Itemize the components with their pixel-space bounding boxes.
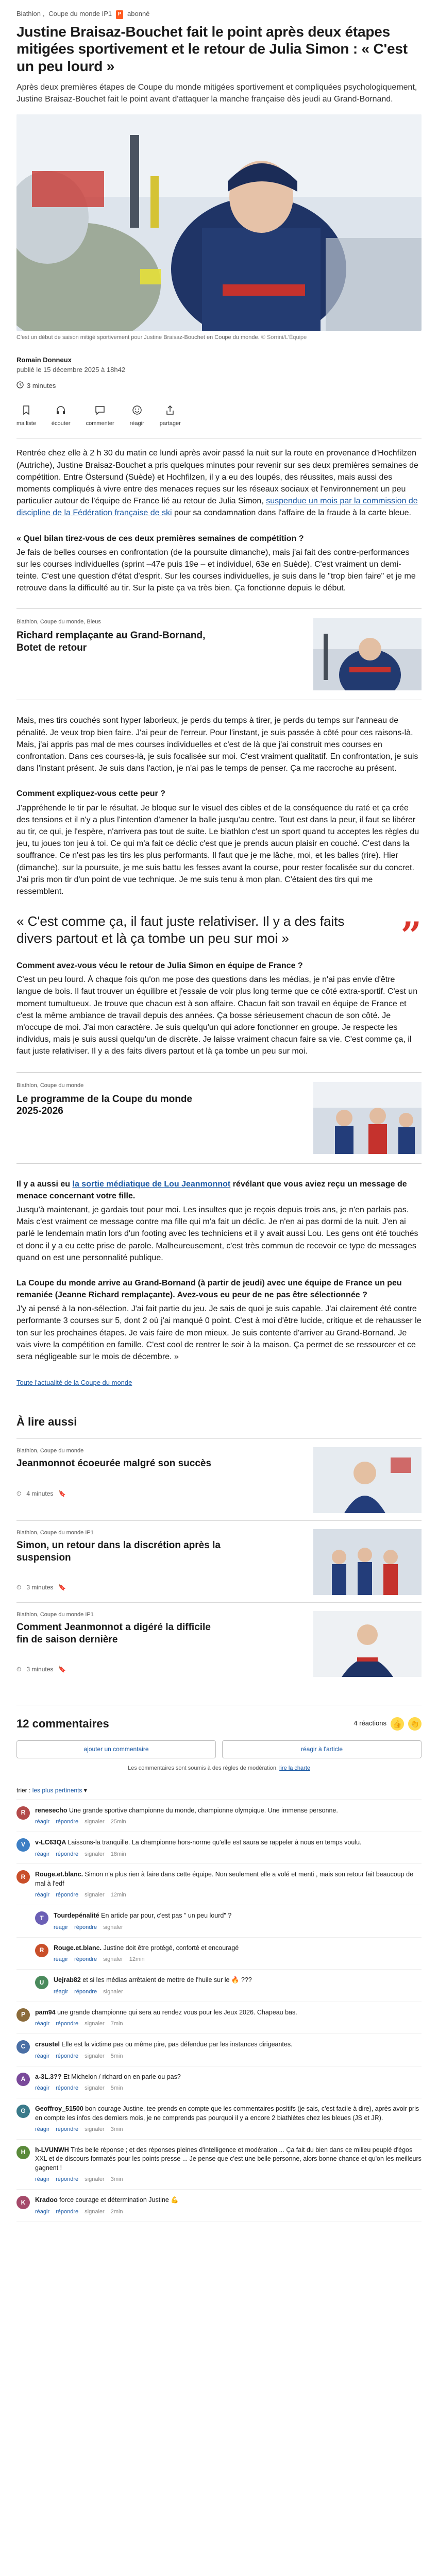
comment-body	[54, 1911, 231, 1931]
comment-button[interactable]	[86, 404, 114, 428]
paragraph-2: Mais, mes tirs couchés sont hyper laborieux, je perds du temps à tirer, je perds du temps sur l'anneau de pénalité. Je veux trop bien faire. J'ai peur de l'erreur. Pour l'instant, je suis passée à côté pour ces raisons-là. Mais, j'ai appris pas mal de mes courses individuelles et c'est de là que j'ai construit mes courses en confrontation. Dans ces courses-là, je suis focalisée sur moi. C'est vraiment qualitatif. En confrontation, je suis dans l'instant présent. Je suis dans l'action, je n'ai pas le temps de penser. Ça me raccroche au présent.	[16, 716, 418, 773]
smiley-icon	[131, 404, 143, 416]
comment-react-button[interactable]: réagir	[35, 2208, 50, 2215]
clock-icon: ⏱	[16, 1584, 22, 1591]
comment-author[interactable]: Uejrab82	[54, 1976, 83, 1984]
avatar[interactable]: R	[16, 1870, 30, 1884]
thumbnail-illustration	[313, 1611, 422, 1677]
question-5: La Coupe du monde arrive au Grand-Bornand (à partir de jeudi) avec une équipe de France un peu remaniée (Jeanne Richard remplaçante). Avez-vous eu peur de ne pas être sélectionnée ?	[16, 1278, 402, 1300]
comment-time: 12min	[110, 1892, 126, 1899]
comment-reply-button[interactable]: répondre	[56, 2085, 79, 2092]
comment-report-button[interactable]: signaler	[85, 2021, 105, 2027]
comment-body	[35, 2105, 422, 2134]
read-also-meta: Biathlon, Coupe du monde	[16, 1447, 84, 1454]
avatar[interactable]: H	[16, 2146, 30, 2159]
comment-text	[54, 1976, 252, 1985]
read-also-time-label: 4 minutes	[26, 1489, 54, 1497]
comment-item	[16, 2098, 422, 2140]
avatar[interactable]: K	[16, 2196, 30, 2209]
comment-react-button[interactable]: réagir	[35, 2053, 50, 2059]
related-card-meta: Biathlon, Coupe du monde, Bleus	[16, 619, 101, 625]
comment-time: 7min	[110, 2021, 123, 2027]
comment-text	[35, 1806, 338, 1816]
share-button[interactable]	[160, 404, 181, 428]
headphones-icon	[55, 404, 66, 416]
comment-label: commenter	[86, 420, 114, 427]
comment-react-button[interactable]: réagir	[35, 2021, 50, 2027]
comment-item	[16, 2140, 422, 2190]
related-card-2-meta: Biathlon, Coupe du monde	[16, 1082, 84, 1089]
comment-footer	[35, 2084, 181, 2093]
comment-author[interactable]: crsustel	[35, 2041, 62, 2048]
comment-author[interactable]: h-LVUNWH	[35, 2146, 71, 2154]
comment-text	[35, 2040, 293, 2049]
pull-quote-text: « C'est comme ça, il faut juste relativiser. Il y a des faits divers partout et là ça tombe un peu sur moi »	[16, 913, 345, 946]
comment-footer	[35, 1851, 362, 1859]
read-also-section	[16, 1414, 422, 1684]
comment-time: 3min	[110, 2126, 123, 2132]
comment-footer	[35, 2053, 293, 2061]
answer-5: J'y ai pensé à la non-sélection. J'ai fait partie du jeu. Je sais de quoi je suis capable. J'ai clairement été contre performante 3 courses sur 5, dont 2 où j'ai manqué 0 point. C'est à moi d'être lucide, critique et de rehausser le ton sur les prochaines étapes. Je vais faire de mon mieux. Je suis contente d'arriver au Grand-Bornand. Je vais vivre la compétition en famille. C'est cool de rentrer le soir à la maison. Ça permet de se ressourcer et ce sera négligeable sur le mois de décembre. »	[16, 1304, 422, 1362]
thumbnail-illustration	[313, 1447, 422, 1513]
comment-time: 5min	[110, 2053, 123, 2059]
avatar[interactable]: U	[35, 1976, 48, 1989]
comment-footer	[35, 1891, 422, 1900]
comment-author[interactable]: a-3L.3??	[35, 2073, 63, 2080]
read-also-heading: À lire aussi	[16, 1415, 77, 1429]
comment-time: 2min	[110, 2208, 123, 2215]
comment-body	[35, 2146, 422, 2184]
comment-reply-button[interactable]: répondre	[56, 1819, 79, 1825]
comment-report-button[interactable]: signaler	[85, 2176, 105, 2183]
read-also-meta: Biathlon, Coupe du monde IP1	[16, 1611, 94, 1618]
read-also-thumbnail[interactable]	[313, 1529, 422, 1595]
read-time	[16, 381, 422, 392]
comment-reply-button[interactable]: répondre	[56, 2126, 79, 2132]
chevron-down-icon: ▾	[83, 1787, 87, 1794]
listen-button[interactable]	[52, 404, 71, 428]
comment-body	[35, 2008, 297, 2028]
comment-text	[35, 2196, 179, 2205]
comments-count: 12 commentaires	[16, 1717, 109, 1730]
read-also-item[interactable]	[16, 1520, 422, 1602]
comment-react-button[interactable]: réagir	[35, 1892, 50, 1899]
read-also-time-label: 3 minutes	[26, 1666, 54, 1673]
react-label: réagir	[129, 420, 144, 427]
bookmark-icon[interactable]: 🔖	[58, 1666, 66, 1673]
hero-credit: © Sorrini/L'Équipe	[261, 334, 307, 341]
comment-report-button[interactable]: signaler	[85, 1819, 105, 1825]
comment-author[interactable]: v-LC63QA	[35, 1839, 68, 1846]
comment-reply-button[interactable]: répondre	[74, 1924, 97, 1930]
read-also-meta: Biathlon, Coupe du monde IP1	[16, 1529, 94, 1536]
comment-content: Elle est la victime pas ou même pire, pas défendue par les instances dirigeantes.	[61, 2041, 293, 2048]
hero-image[interactable]	[16, 114, 422, 331]
read-also-time	[16, 1583, 223, 1592]
comment-author[interactable]: Rouge.et.blanc.	[35, 1871, 85, 1878]
comment-time: 25min	[110, 1819, 126, 1825]
question-1: « Quel bilan tirez-vous de ces deux premières semaines de compétition ?	[16, 534, 304, 543]
comment-time: 12min	[129, 1956, 145, 1963]
read-time-label: 3 minutes	[27, 382, 56, 390]
comment-report-button[interactable]: signaler	[85, 2085, 105, 2092]
thumbnail-illustration-2	[313, 1082, 422, 1154]
comment-report-button[interactable]: signaler	[85, 2126, 105, 2132]
comment-text	[35, 2146, 422, 2173]
comment-reply	[16, 1970, 422, 2002]
comment-footer	[35, 2208, 179, 2216]
comment-author[interactable]: pam94	[35, 2008, 58, 2016]
comment-report-button[interactable]: signaler	[85, 1892, 105, 1899]
related-card-2-thumbnail[interactable]	[313, 1082, 422, 1154]
comment-content: une grande championne qui sera au rendez vous pour les Jeux 2026. Chapeau bas.	[57, 2008, 297, 2016]
related-card-title[interactable]: Richard remplaçante au Grand-Bornand, Botet de retour	[16, 630, 206, 654]
paragraph-intro-text: Rentrée chez elle à 2 h 30 du matin ce lundi après avoir passé la nuit sur la route en provenance d'Hochfilzen (Autriche), Justine Braisaz-Bouchet a pris quelques minutes pour revenir sur ses deux premières semaines de compétition. Entre Östersund (Suède) et Hochfilzen, il y a eu des loupés, des réussites, mais aussi des moments compliqués à vivre entre des menaces reçues sur les réseaux sociaux et l'environnement un peu particulier autour de l'équipe de France lié au retour de Julia Simon,	[16, 449, 418, 506]
listen-label: écouter	[51, 420, 71, 427]
related-card-thumbnail[interactable]	[313, 618, 422, 690]
pull-quote	[16, 913, 422, 957]
comment-react-button[interactable]: réagir	[35, 1819, 50, 1825]
question-2: Comment expliquez-vous cette peur ?	[16, 789, 165, 799]
comment-text	[35, 2105, 422, 2123]
comment-react-button[interactable]: réagir	[54, 1988, 69, 1995]
link-suspension[interactable]: suspendue un mois par la commission de discipline de la Fédération française de ski	[16, 497, 418, 518]
related-article-card[interactable]	[16, 608, 422, 700]
avatar[interactable]: T	[35, 1911, 48, 1925]
comment-footer	[35, 2126, 422, 2134]
article-title: Justine Braisaz-Bouchet fait le point après deux étapes mitigées sportivement et le retour de Julia Simon : « C'est un peu lourd »	[16, 23, 408, 75]
comment-text	[35, 2073, 181, 2082]
link-lou-jeanmonnot[interactable]: la sortie médiatique de Lou Jeanmonnot	[72, 1179, 231, 1189]
premium-badge: P	[116, 10, 124, 19]
comment-item	[16, 1800, 422, 1832]
comment-time: 3min	[110, 2176, 123, 2183]
bookmark-icon[interactable]: 🔖	[58, 1489, 66, 1497]
comment-report-button[interactable]: signaler	[85, 2208, 105, 2215]
comment-reply-button[interactable]: répondre	[56, 2021, 79, 2027]
paragraph-intro-end: pour sa condamnation dans l'affaire de la fraude à la carte bleue.	[174, 509, 411, 518]
hero-caption	[16, 334, 422, 342]
clap-icon: 👏	[408, 1717, 422, 1731]
read-also-item[interactable]	[16, 1602, 422, 1684]
comment-footer	[35, 1818, 338, 1826]
article-actions	[16, 404, 422, 439]
comment-content: Simon n'a plus rien à faire dans cette équipe. Non seulement elle a volé et menti , mais son retour fait beaucoup de mal à l'edf	[35, 1871, 414, 1887]
article-body	[16, 447, 422, 1388]
comment-reply-button[interactable]: répondre	[74, 1988, 97, 1995]
comment-buttons	[16, 1740, 422, 1758]
comment-react-button[interactable]: réagir	[35, 2176, 50, 2183]
comment-report-button[interactable]: signaler	[103, 1924, 123, 1930]
clock-icon	[16, 381, 24, 392]
share-icon	[164, 404, 176, 416]
comment-author[interactable]: Kradoo	[35, 2196, 60, 2204]
bookmark-icon[interactable]: 🔖	[58, 1584, 66, 1591]
comment-body	[35, 2196, 179, 2216]
read-also-item[interactable]	[16, 1438, 422, 1520]
clock-icon: ⏱	[16, 1489, 22, 1497]
reactions-count: 4 réactions	[353, 1719, 386, 1727]
charter-link[interactable]: lire la charte	[279, 1765, 311, 1772]
read-also-title[interactable]: Comment Jeanmonnot a digéré la difficile fin de saison dernière	[16, 1621, 211, 1645]
comment-content: En article par pour, c'est pas " un peu lourd" ?	[101, 1912, 232, 1920]
add-comment-button[interactable]: ajouter un commentaire	[16, 1740, 216, 1758]
comment-body	[35, 2073, 181, 2093]
comment-reply-button[interactable]: répondre	[56, 1892, 79, 1899]
comment-body	[35, 1870, 422, 1900]
thumbs-up-icon: 👍	[391, 1717, 404, 1731]
comment-item	[16, 2034, 422, 2066]
moderation-text: Les commentaires sont soumis à des règles de modération.	[127, 1765, 278, 1772]
comment-content: bon courage Justine, tee prends en compte que les commentaires positifs (je sais, c'est facile à dire), après avoir pris en compte les infos des derniers mois, je ne comprends pas pourquoi il y a encore 2 biathlètes chez les bleues (JS et JR).	[35, 2105, 419, 2122]
comment-text	[35, 1870, 422, 1888]
comment-body	[54, 1976, 252, 1996]
comment-react-button[interactable]: réagir	[54, 1956, 69, 1963]
follow-link[interactable]: Toute l'actualité de la Coupe du monde	[16, 1379, 132, 1387]
comment-icon	[94, 404, 106, 416]
comment-reply-button[interactable]: répondre	[56, 2053, 79, 2059]
sort-value[interactable]: les plus pertinents	[32, 1787, 82, 1794]
avatar[interactable]: C	[16, 2040, 30, 2054]
avatar[interactable]: A	[16, 2073, 30, 2086]
question-3: Comment avez-vous vécu le retour de Julia Simon en équipe de France ?	[16, 961, 303, 971]
bookmark-label: ma liste	[16, 420, 36, 427]
comment-report-button[interactable]: signaler	[103, 1956, 123, 1963]
comment-footer	[35, 2020, 297, 2028]
comment-report-button[interactable]: signaler	[103, 1988, 123, 1995]
related-card-2-title[interactable]: Le programme de la Coupe du monde 2025-2026	[16, 1093, 192, 1117]
clock-icon: ⏱	[16, 1666, 22, 1673]
hero-caption-text: C'est un début de saison mitigé sportivement pour Justine Braisaz-Bouchet en Coupe du monde.	[16, 334, 260, 341]
comment-text	[54, 1911, 231, 1921]
author-name[interactable]: Romain Donneux	[16, 355, 72, 364]
read-also-time-label: 3 minutes	[26, 1584, 54, 1591]
comment-report-button[interactable]: signaler	[85, 1851, 105, 1857]
question-4	[16, 1178, 422, 1202]
question-4-pre: Il y a aussi eu	[16, 1179, 71, 1189]
question-4-post: révélant que vous aviez reçu un message de menace concernant votre fille.	[16, 1179, 407, 1200]
publish-date: publié le 15 décembre 2025 à 18h42	[16, 365, 126, 374]
comment-react-button[interactable]: réagir	[35, 1851, 50, 1857]
comment-content: force courage et détermination Justine 💪	[59, 2196, 179, 2204]
comment-content: Très belle réponse ; et des réponses pleines d'intelligence et modération ... Ça fait du bien dans ce milieu peuplé d'égos XXL et de discours formatés pour les points presse ... Je pense que c'est une belle personne, alors bonne chance et qu'on les meilleurs gagnent !	[35, 2146, 422, 2172]
answer-4: Jusqu'à maintenant, je gardais tout pour moi. Les insultes que je reçois depuis trois ans, je n'en parlais pas. Mais c'est vraiment ce message contre ma fille qui m'a fait un déclic. Je n'en ai pas dormi de la nuit. J'en ai parlé le lendemain matin lors d'un footing avec les techniciens et il y avait aussi Lou. Les gens ont été touchés et donc il y a eu cette prise de parole. Malheureusement, c'est très commun de recevoir ce type de messages quand on est une personnalité publique.	[16, 1205, 418, 1262]
comment-time: 5min	[110, 2085, 123, 2092]
comment-author[interactable]: Geoffroy_51500	[35, 2105, 86, 2112]
comment-item	[16, 1832, 422, 1864]
read-also-title[interactable]: Simon, un retour dans la discrétion après la suspension	[16, 1539, 221, 1563]
read-also-title[interactable]: Jeanmonnot écoeurée malgré son succès	[16, 1458, 212, 1469]
comment-text	[54, 1944, 239, 1953]
comment-body	[54, 1944, 239, 1964]
comment-react-button[interactable]: réagir	[54, 1924, 69, 1930]
moderation-notice	[16, 1765, 422, 1773]
avatar[interactable]: P	[16, 2008, 30, 2022]
comment-footer	[54, 1924, 231, 1932]
comment-react-button[interactable]: réagir	[35, 2126, 50, 2132]
sort-selector[interactable]	[16, 1786, 422, 1800]
quote-mark-icon: ”	[400, 914, 422, 957]
answer-2: J'appréhende le tir par le résultat. Je bloque sur le visuel des cibles et de la conséquence du raté et ça crée des tensions et il n'y a plus l'intention d'amener la balle jusqu'au centre. Tout est dans la peur, il faut se libérer au tir, ce qui, je l'espère, n'arrivera pas tout de suite. Le biathlon c'est un sport quand tu acceptes les règles du jeu, tu joues ton jeu à toi. Ce qui m'a fait ce déclic c'est que je prends aucun plaisir en couché. C'est dans la souffrance. Ce n'est pas les tirs les plus performants. Il faut que je me lâche, moi, et les balles (rire). Hier (dimanche), sur la poursuite, je me suis battu les fesses avant la course, pour rester focalisée sur du concret. J'ai pris mon tir d'un point de vue technique. Je me suis tenu à mon plan. C'étaient des tirs qui me ressemblent.	[16, 803, 419, 896]
comment-content: Laissons-la tranquille. La championne hors-norme qu'elle est saura se rappeler à nous en temps voulu.	[68, 1839, 362, 1846]
read-also-time	[16, 1665, 223, 1674]
comment-author[interactable]: renesecho	[35, 1806, 70, 1814]
comment-reply-button[interactable]: répondre	[56, 1851, 79, 1857]
comment-body	[35, 2040, 293, 2060]
author-block	[16, 355, 422, 375]
comment-reply-button[interactable]: répondre	[56, 2176, 79, 2183]
comment-content: Justine doit être protégé, conforté et encouragé	[103, 1944, 239, 1952]
paragraph-intro	[16, 447, 422, 519]
thumbnail-illustration	[313, 618, 422, 690]
subscriber-label: abonné	[127, 10, 150, 18]
breadcrumb-biathlon[interactable]: Biathlon	[16, 10, 41, 18]
hero-photo-illustration	[16, 114, 422, 331]
avatar[interactable]: R	[35, 1944, 48, 1957]
comment-item	[16, 2002, 422, 2034]
read-also-thumbnail[interactable]	[313, 1447, 422, 1513]
read-also-thumbnail[interactable]	[313, 1611, 422, 1677]
comment-content: et si les médias arrêtaient de mettre de l'huile sur le 🔥 ???	[82, 1976, 252, 1984]
comment-text	[35, 2008, 297, 2018]
comment-list	[16, 1800, 422, 2222]
related-article-card-2[interactable]	[16, 1072, 422, 1164]
comment-author[interactable]: Tourdepénalité	[54, 1912, 102, 1920]
comment-footer	[35, 2176, 422, 2184]
sort-label: trier :	[16, 1787, 31, 1794]
bookmark-button[interactable]	[16, 404, 36, 428]
comment-react-button[interactable]: réagir	[35, 2085, 50, 2092]
comment-item	[16, 2066, 422, 2098]
comment-author[interactable]: Rouge.et.blanc.	[54, 1944, 104, 1952]
answer-3: C'est un peu lourd. À chaque fois qu'on me pose des questions dans les médias, je n'ai pas envie d'être langue de bois. Il faut trouver un équilibre et j'essaie de voir plus long terme que ce côté extra-sportif. C'est un moment tumultueux. Je trouve que chacun est à son affaire. Chacun fait son travail en équipe de France et c'est la même ambiance de travail depuis des années. Ça bosse sérieusement chacun de son côté. Je m'occupe de moi. J'ai mon caractère. Je suis quelqu'un qui adore fonctionner en groupe. Je respecte les individus, mais je suis aussi quelqu'un de discrète. Je laisse vraiment chacun faire sa vie. C'est comme ça, il faut juste relativiser. Il y a des faits divers partout et là ça tombe un peu sur moi.	[16, 975, 418, 1056]
share-label: partager	[159, 420, 181, 427]
comment-body	[35, 1806, 338, 1826]
bookmark-icon	[21, 404, 32, 416]
react-button[interactable]	[130, 404, 144, 428]
avatar[interactable]: G	[16, 2105, 30, 2118]
breadcrumb: Biathlon , Coupe du monde IP1 P abonné	[16, 0, 422, 19]
react-article-button[interactable]: réagir à l'article	[222, 1740, 422, 1758]
comment-report-button[interactable]: signaler	[85, 2053, 105, 2059]
comment-content: Une grande sportive championne du monde, championne olympique. Une immense personne.	[69, 1806, 338, 1814]
comments-header	[16, 1705, 422, 1732]
comment-footer	[54, 1988, 252, 1996]
comment-footer	[54, 1956, 239, 1964]
comment-content: Et Michelon / richard on en parle ou pas?	[63, 2073, 181, 2080]
thumbnail-illustration	[313, 1529, 422, 1595]
comment-item	[16, 1864, 422, 1905]
breadcrumb-coupe-du-monde[interactable]: Coupe du monde IP1	[48, 10, 112, 18]
comment-body	[35, 1838, 362, 1858]
comment-reply	[16, 1938, 422, 1970]
comment-text	[35, 1838, 362, 1848]
answer-1: Je fais de belles courses en confrontation (de la poursuite dimanche), mais j'ai fait des contre-performances sur les courses individuelles (sprint –47e puis 19e – et individuel, 63e en Suède). C'est vraiment un demi-teinte. C'est une question d'état d'esprit. Sur les courses individuelles, je suis dans le "trop bien faire" et je me retrouve dans la difficulté au tir. Sur la piste ça va très bien. Ça fonctionne depuis le début.	[16, 548, 416, 593]
comment-reply	[16, 1905, 422, 1937]
comment-item	[16, 2190, 422, 2222]
comment-reply-button[interactable]: répondre	[74, 1956, 97, 1963]
comment-time: 18min	[110, 1851, 126, 1857]
comment-reply-button[interactable]: répondre	[56, 2208, 79, 2215]
article-chapo: Après deux premières étapes de Coupe du monde mitigées sportivement et compliquées psychologiquement, Justine Braisaz-Bouchet fait le point avant d'attaquer la manche française dès jeudi au Grand-Bornand.	[16, 82, 417, 104]
avatar[interactable]: V	[16, 1838, 30, 1852]
avatar[interactable]: R	[16, 1806, 30, 1820]
read-also-time	[16, 1489, 211, 1498]
reactions-summary[interactable]	[353, 1717, 422, 1731]
